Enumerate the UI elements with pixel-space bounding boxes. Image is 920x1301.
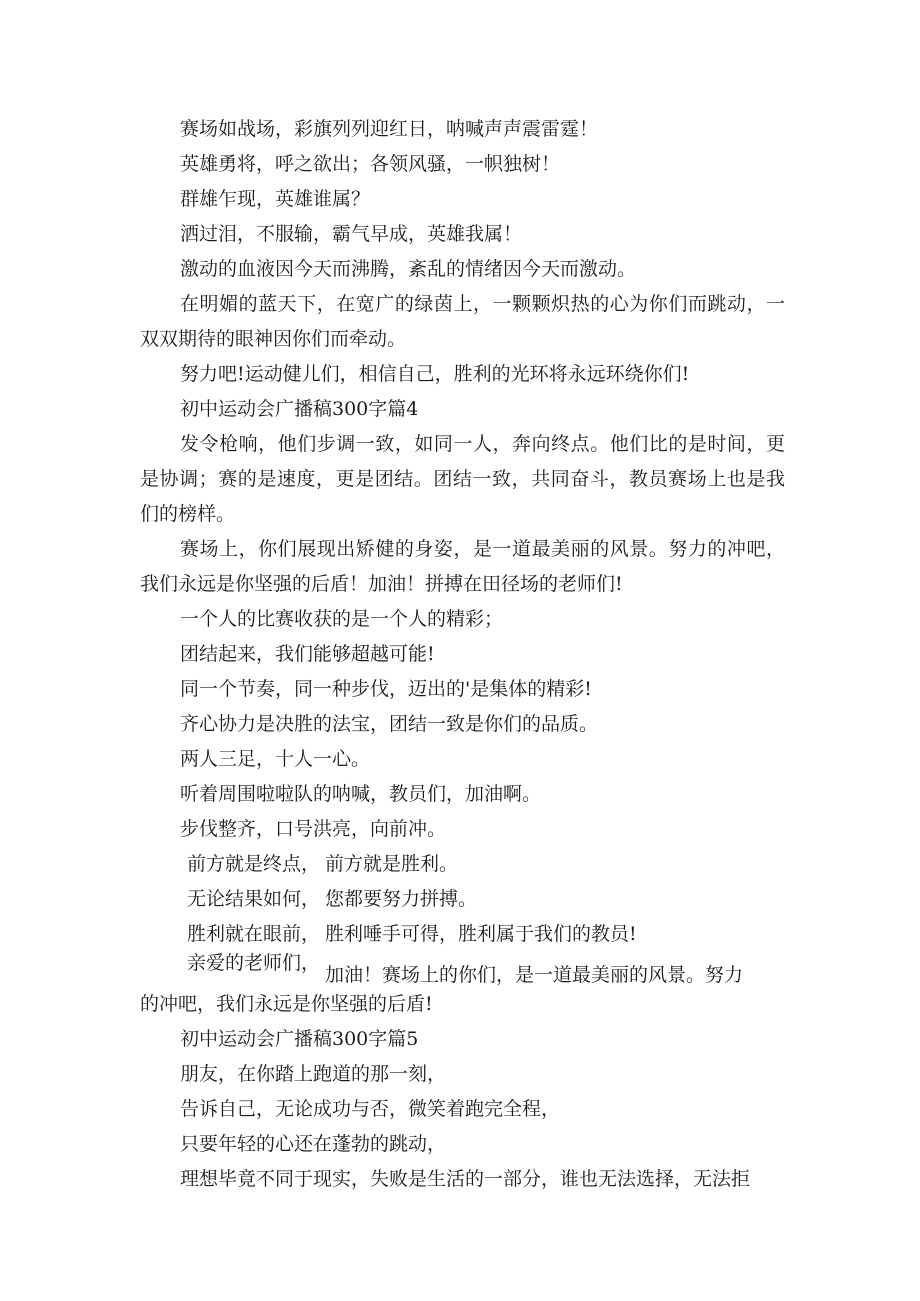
- paragraph-continuation: 的冲吧，我们永远是你坚强的后盾!: [140, 993, 433, 1015]
- paragraph: 赛场上，你们展现出矫健的身姿，是一道最美丽的风景。努力的冲吧，我们永远是你坚强的后盾！加油！拼搏在田径场的老师们!: [140, 538, 785, 595]
- paragraph: 发令枪响，他们步调一致，如同一人，奔向终点。他们比的是时间，更是协调；赛的是速度，更是团结。团结一致，共同奋斗，教员赛场上也是我们的榜样。: [140, 433, 785, 525]
- paragraph: 听着周围啦啦队的呐喊，教员们，加油啊。: [180, 783, 542, 805]
- two-column-row: [140, 847, 785, 882]
- section-heading-4: 初中运动会广播稿300字篇4: [180, 398, 419, 420]
- row-right-text: 胜利唾手可得，胜利属于我们的教员!: [325, 923, 637, 945]
- two-column-row: [140, 882, 785, 917]
- paragraph: 群雄乍现，英雄谁属？: [180, 188, 371, 210]
- paragraph: 只要年轻的心还在蓬勃的跳动，: [180, 1133, 447, 1155]
- row-left-text: 无论结果如何，: [187, 888, 321, 910]
- paragraph: 英雄勇将，呼之欲出；各领风骚，一帜独树！: [180, 153, 561, 175]
- paragraph: 赛场如战场，彩旗列列迎红日，呐喊声声震雷霆！: [180, 118, 599, 140]
- row-right-text: 前方就是胜利。: [325, 853, 459, 875]
- paragraph: 步伐整齐，口号洪亮，向前冲。: [180, 818, 447, 840]
- article-body: [140, 112, 785, 1197]
- paragraph: 齐心协力是决胜的法宝，团结一致是你们的品质。: [180, 713, 599, 735]
- paragraph: 努力吧!运动健儿们，相信自己，胜利的光环将永远环绕你们!: [180, 363, 690, 385]
- row-right-text: 您都要努力拼搏。: [325, 888, 478, 910]
- paragraph: 同一个节奏，同一种步伐，迈出的'是集体的精彩!: [180, 678, 592, 700]
- paragraph: 激动的血液因今天而沸腾，紊乱的情绪因今天而激动。: [180, 258, 637, 280]
- paragraph: 团结起来，我们能够超越可能!: [180, 643, 435, 665]
- paragraph: 在明媚的蓝天下，在宽广的绿茵上，一颗颗炽热的心为你们而跳动，一双双期待的眼神因你们而牵动。: [140, 293, 785, 350]
- row-right-text: 加油！赛场上的你们，是一道最美丽的风景。努力: [325, 964, 744, 986]
- row-left-text: 胜利就在眼前，: [187, 923, 321, 945]
- paragraph: 两人三足，十人一心。: [180, 748, 371, 770]
- paragraph: 一个人的比赛收获的是一个人的精彩；: [180, 608, 504, 630]
- paragraph: 告诉自己，无论成功与否，微笑着跑完全程，: [180, 1098, 561, 1120]
- row-left-text: 前方就是终点，: [187, 853, 321, 875]
- paragraph: 理想毕竟不同于现实，失败是生活的一部分，谁也无法选择，无法拒: [180, 1168, 751, 1190]
- two-column-row: [140, 952, 785, 987]
- row-left-text: 亲爱的老师们，: [187, 952, 321, 974]
- paragraph: 洒过泪，不服输，霸气早成，英雄我属！: [180, 223, 523, 245]
- section-heading-5: 初中运动会广播稿300字篇5: [180, 1028, 419, 1050]
- paragraph: 朋友，在你踏上跑道的那一刻，: [180, 1063, 447, 1085]
